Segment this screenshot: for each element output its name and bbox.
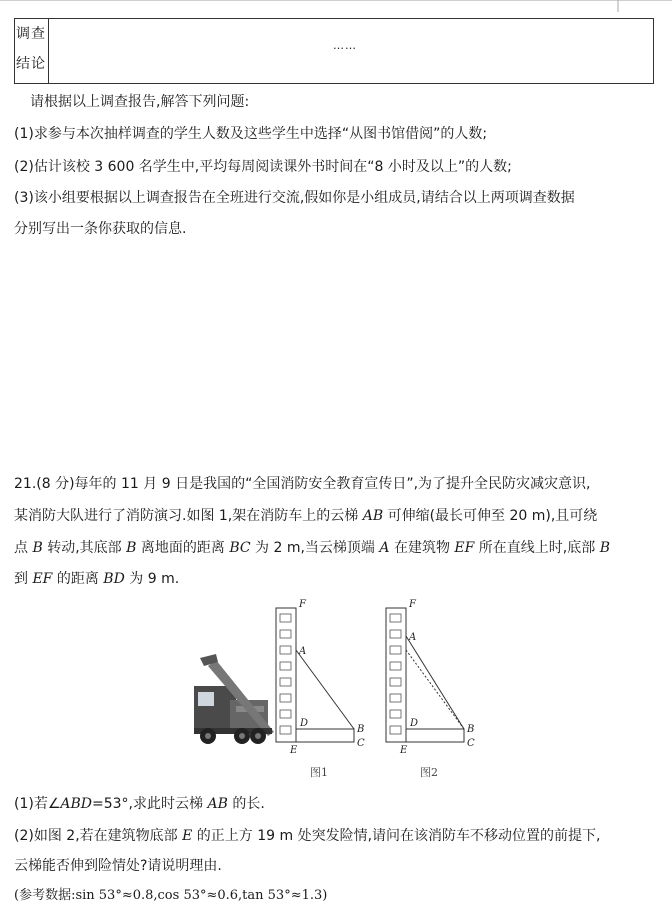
q21-line2: 某消防大队进行了消防演习.如图 1,架在消防车上的云梯 AB 可伸缩(最长可伸至 20 m),且可绕 — [14, 508, 598, 524]
fig2-windows — [390, 614, 401, 734]
fig1-base-platform — [296, 729, 354, 742]
fire-ladder-figures — [186, 596, 486, 782]
fig1-label-d: D — [300, 718, 309, 729]
table-label-line1: 调查 — [16, 26, 46, 42]
fig1-label-c: C — [357, 738, 365, 749]
q21-line1: 21.(8 分)每年的 11 月 9 日是我国的“全国消防安全教育宣传日”,为了提升全民防灾减灾意识, — [14, 476, 591, 492]
q21-line3: 点 B 转动,其底部 B 离地面的距离 BC 为 2 m,当云梯顶端 A 在建筑物 EF 所在直线上时,底部 B — [14, 540, 610, 556]
q21-line4: 到 EF 的距离 BD 为 9 m. — [14, 571, 180, 587]
table-content-ellipsis: …… — [333, 39, 357, 52]
fig2-label-c: C — [467, 738, 475, 749]
q21-item-1: (1)若∠ABD=53°,求此时云梯 AB 的长. — [14, 796, 265, 812]
fig2-label-f: F — [409, 599, 416, 610]
q21-item-2-cont: 云梯能否伸到险情处?请说明理由. — [14, 858, 222, 874]
q21-item-2: (2)如图 2,若在建筑物底部 E 的正上方 19 m 处突发险情,请问在该消防车不移动位置的前提下, — [14, 828, 601, 844]
fig1-label-f: F — [299, 599, 306, 610]
fig1-windows — [280, 614, 291, 734]
q20-item-3: (3)该小组要根据以上调查报告在全班进行交流,假如你是小组成员,请结合以上两项调查数据 — [14, 190, 575, 206]
table-label-line2: 结论 — [16, 56, 46, 72]
fig1-label-b: B — [357, 724, 365, 735]
fig2-caption: 图2 — [420, 766, 438, 779]
fig1-label-e: E — [290, 745, 298, 756]
page-top-rule — [0, 0, 672, 14]
fig2-building — [386, 608, 406, 742]
q20-item-1: (1)求参与本次抽样调查的学生人数及这些学生中选择“从图书馆借阅”的人数; — [14, 126, 488, 142]
fig1-caption: 图1 — [310, 766, 328, 779]
fig2-label-b: B — [467, 724, 475, 735]
fig2-label-d: D — [410, 718, 419, 729]
fig1-building — [276, 608, 296, 742]
figure-1-diagram — [276, 608, 354, 742]
intro-text: 请根据以上调查报告,解答下列问题: — [30, 94, 250, 110]
figure-2-diagram — [386, 608, 464, 742]
fig2-ladder — [406, 636, 464, 729]
fig2-base-platform — [406, 729, 464, 742]
reference-data: (参考数据:sin 53°≈0.8,cos 53°≈0.6,tan 53°≈1.3) — [14, 888, 328, 903]
survey-conclusion-table — [14, 18, 654, 84]
fig2-label-e: E — [400, 745, 408, 756]
q20-item-3-cont: 分别写出一条你获取的信息. — [14, 221, 187, 237]
fire-truck-illustration — [194, 654, 274, 744]
fig1-label-a: A — [299, 646, 307, 657]
fig2-label-a: A — [409, 632, 417, 643]
table-label-cell — [15, 19, 49, 83]
q20-item-2: (2)估计该校 3 600 名学生中,平均每周阅读课外书时间在“8 小时及以上”的人数; — [14, 159, 512, 175]
